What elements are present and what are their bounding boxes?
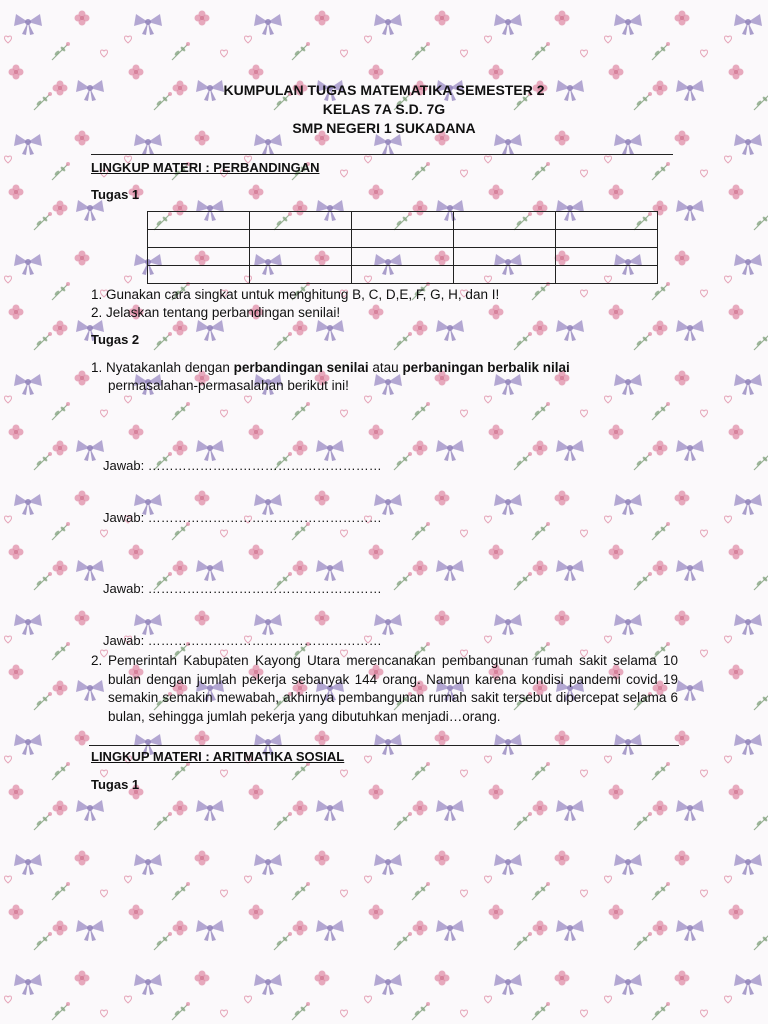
- item-text: Nyatakanlah dengan: [106, 360, 234, 375]
- table-cell: [148, 230, 250, 248]
- tugas2-item-1: [91, 359, 570, 377]
- tugas1-label: Tugas 1: [91, 187, 140, 202]
- table-cell: [148, 248, 250, 266]
- section2-tugas1-label: Tugas 1: [91, 777, 140, 792]
- answer-line: Jawab: ………………………………………………: [103, 581, 382, 596]
- table-cell: [148, 212, 250, 230]
- table-cell: [454, 230, 556, 248]
- table-cell: [250, 266, 352, 284]
- answer-line: Jawab: ………………………………………………: [103, 633, 382, 648]
- term-perbandingan-berbalik-nilai: perbaningan berbalik nilai: [402, 360, 570, 375]
- section-divider: [89, 745, 679, 746]
- school-name: SMP NEGERI 1 SUKADANA: [292, 120, 476, 136]
- tugas2-item-2-number: 2.: [91, 653, 103, 668]
- table-cell: [454, 248, 556, 266]
- table-cell: [250, 212, 352, 230]
- table-row: [148, 230, 658, 248]
- table-row: [148, 248, 658, 266]
- table-cell: [454, 266, 556, 284]
- table-cell: [352, 248, 454, 266]
- answer-line: Jawab: ………………………………………………: [103, 458, 382, 473]
- table-cell: [250, 248, 352, 266]
- item-text: atau: [368, 360, 403, 375]
- tugas2-item-2-text: Pemerintah Kabupaten Kayong Utara merencanakan pembangunan rumah sakit selama 10 bulan dengan jumlah pekerja sebanyak 144 orang. Namun karena kondisi pandemi covid 19 semakin semakin mewabah, akhirnya pembangunan rumah sakit tersebut dipercepat selama 6 bulan, sehingga jumlah pekerja yang dibutuhkan menjadi…orang.: [108, 653, 678, 724]
- table-cell: [352, 212, 454, 230]
- table-row: [148, 266, 658, 284]
- table-cell: [250, 230, 352, 248]
- table-cell: [352, 230, 454, 248]
- term-perbandingan-senilai: perbandingan senilai: [233, 360, 369, 375]
- table-cell: [352, 266, 454, 284]
- tugas1-item-2: 2. Jelaskan tentang perbandingan senilai!: [91, 305, 341, 320]
- class-range: KELAS 7A S.D. 7G: [322, 101, 446, 117]
- table-row: [148, 212, 658, 230]
- item-number: 1.: [91, 360, 107, 375]
- tugas2-item-1-line2: permasalahan-permasalahan berikut ini!: [108, 378, 349, 393]
- tugas1-item-1: 1. Gunakan cara singkat untuk menghitung B, C, D,E, F, G, H, dan I!: [91, 287, 500, 302]
- section-heading-perbandingan: LINGKUP MATERI : PERBANDINGAN: [91, 160, 320, 175]
- table-cell: [556, 212, 658, 230]
- tugas1-table: [147, 211, 658, 284]
- table-cell: [148, 266, 250, 284]
- section-heading-aritmatika-sosial: LINGKUP MATERI : ARITMATIKA SOSIAL: [91, 749, 345, 764]
- table-cell: [556, 248, 658, 266]
- answer-line: Jawab: ………………………………………………: [103, 510, 382, 525]
- header-divider: [91, 154, 673, 155]
- table-cell: [556, 230, 658, 248]
- document-title: KUMPULAN TUGAS MATEMATIKA SEMESTER 2: [223, 82, 545, 98]
- tugas2-label: Tugas 2: [91, 332, 140, 347]
- table-cell: [454, 212, 556, 230]
- table-cell: [556, 266, 658, 284]
